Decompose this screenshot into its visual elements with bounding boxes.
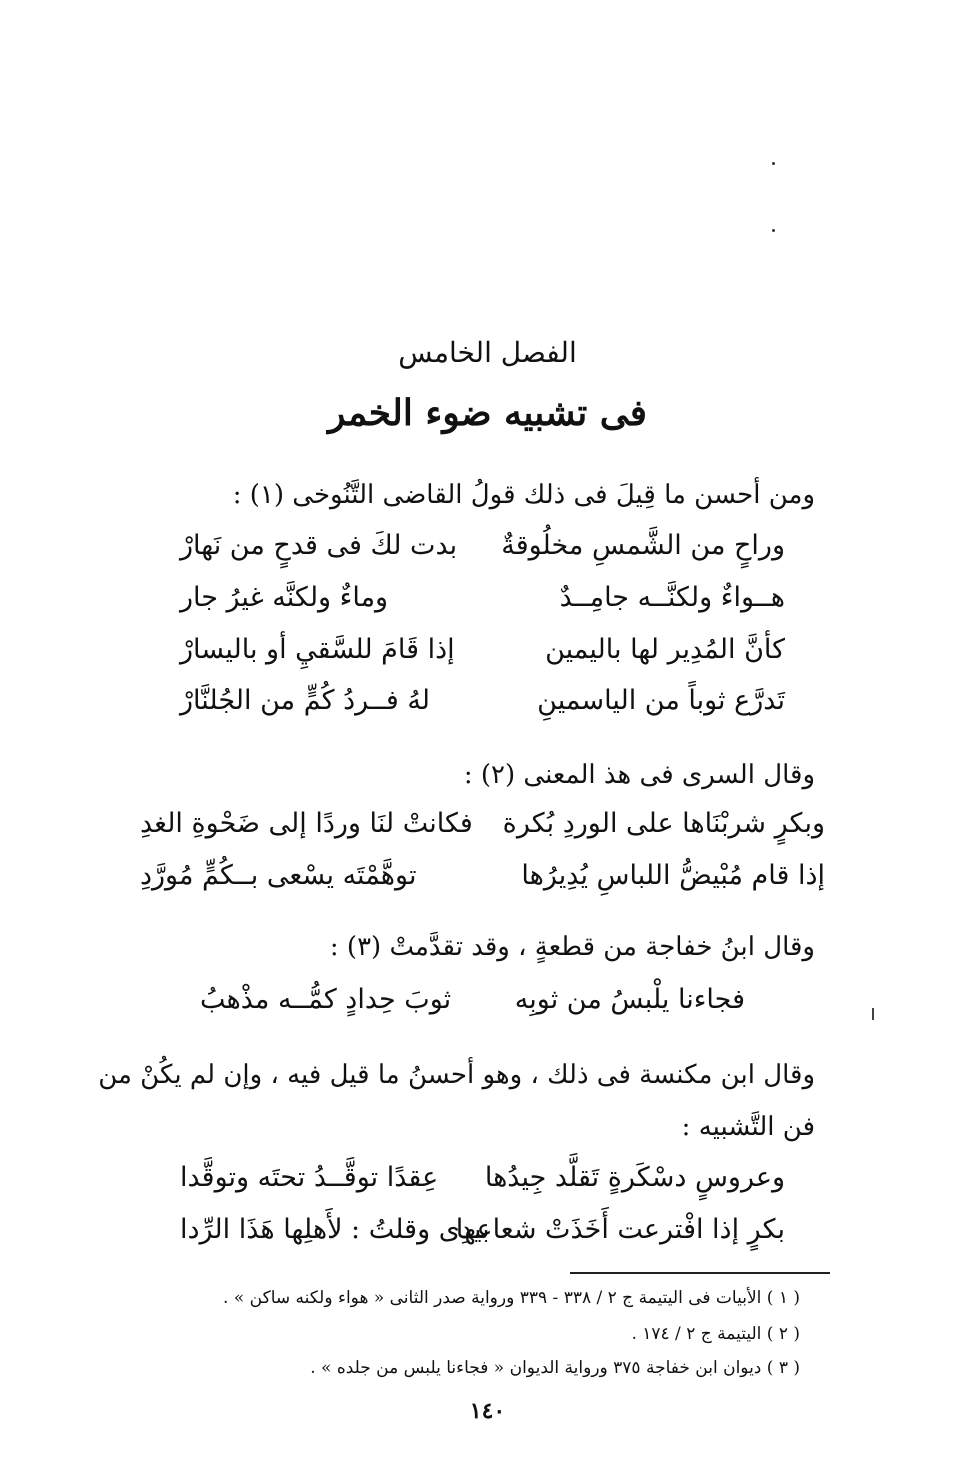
intro-paragraph-1: ومن أحسن ما قِيلَ فى ذلك قولُ القاضى التَّنُوخى (١) :: [232, 480, 815, 510]
verse-1-3-left: إذا قَامَ للسَّقيِ أو باليسارْ: [180, 634, 455, 665]
verse-4-2-left: بيدِى وقلتُ : لأَهلِها هَذَا الرِّدا: [180, 1214, 490, 1245]
verse-1-4-left: لهُ فــردُ كُمٍّ من الجُلنَّارْ: [180, 685, 431, 716]
verse-1-1-left: بدت لكَ فى قدحٍ من نَهارْ: [180, 530, 458, 561]
intro-paragraph-4-line-1: وقال ابن مكنسة فى ذلك ، وهو أحسنُ ما قيل فيه ، وإن لم يكُنْ من: [98, 1060, 815, 1090]
footnote-rule: [570, 1272, 830, 1274]
footnote-3: ( ٣ ) ديوان ابن خفاجة ٣٧٥ ورواية الديوان « فجاءنا يلبس من جلده » .: [310, 1358, 800, 1378]
footnote-2: ( ٢ ) اليتيمة ج ٢ / ١٧٤ .: [631, 1324, 800, 1344]
stray-mark: [772, 229, 775, 232]
stray-mark: [772, 162, 775, 165]
intro-paragraph-4-line-2: فن التَّشبيه :: [681, 1112, 815, 1142]
verse-2-2-right: إذا قام مُبْيضُّ اللباسِ يُدِيرُها: [521, 860, 825, 891]
chapter-label: الفصل الخامس: [398, 336, 577, 369]
verse-1-1-right: وراحٍ من الشَّمسِ مخلُوقةٌ: [501, 530, 785, 561]
footnote-1: ( ١ ) الأبيات فى اليتيمة ج ٢ / ٣٣٨ - ٣٣٩ ورواية صدر الثانى « هواء ولكنه ساكن » .: [223, 1288, 800, 1308]
verse-4-1-left: عِقدًا توقَّــدُ تحتَه وتوقَّدا: [180, 1162, 439, 1193]
verse-2-1-right: وبكرٍ شربْنَاها على الوردِ بُكرة: [502, 808, 825, 839]
verse-1-2-left: وماءٌ ولكنَّه غيرُ جار: [180, 582, 389, 613]
chapter-title: فى تشبيه ضوء الخمر: [328, 392, 647, 434]
verse-2-2-left: توهَّمْتَه يسْعى بــكُمٍّ مُورَّدِ: [140, 860, 417, 891]
intro-paragraph-2: وقال السرى فى هذ المعنى (٢) :: [463, 760, 815, 790]
verse-1-3-right: كأنَّ المُدِير لها باليمين: [545, 634, 785, 665]
verse-1-4-right: تَدرَّع ثوباً من الياسمينِ: [537, 685, 785, 716]
verse-3-1-left: ثوبَ حِدادٍ كمُّــه مذْهبُ: [200, 984, 452, 1015]
intro-paragraph-3: وقال ابنُ خفاجة من قطعةٍ ، وقد تقدَّمتْ (٣) :: [329, 932, 815, 962]
page-number: ١٤٠: [469, 1398, 506, 1424]
verse-4-1-right: وعروسٍ دسْكَرةٍ تَقلَّد جِيدُها: [484, 1162, 785, 1193]
verse-1-2-right: هــواءٌ ولكنَّــه جامِــدٌ: [559, 582, 785, 613]
verse-3-1-right: فجاءنا يلْبسُ من ثوبِه: [514, 984, 745, 1015]
margin-mark: [872, 1008, 874, 1020]
verse-4-2-right: بكرٍ إذا افْترعت أَخَذَتْ شعاعها: [455, 1214, 785, 1245]
verse-2-1-left: فكانتْ لنَا وردًا إلى ضَحْوةِ الغدِ: [140, 808, 473, 839]
